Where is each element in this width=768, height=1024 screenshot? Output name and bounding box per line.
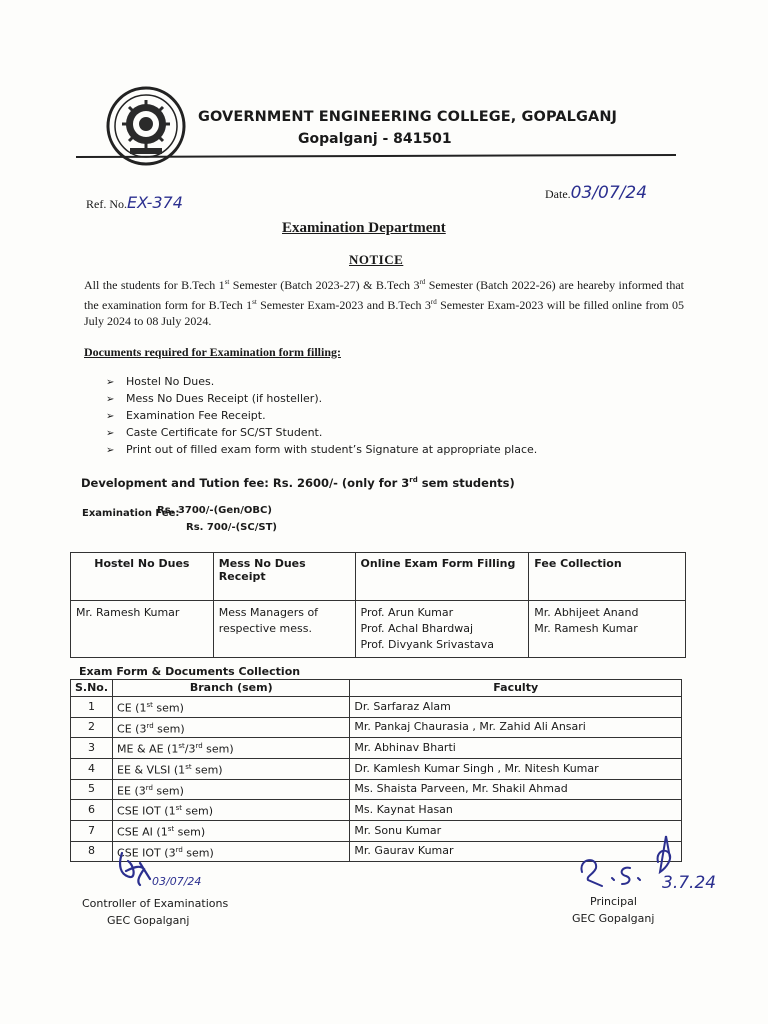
notice-date [545,183,647,203]
fee-text: Development and Tution fee: Rs. 2600/- (only for 3 [81,476,410,490]
college-logo [104,86,188,166]
superscript: st [146,701,153,709]
superscript: st [252,297,257,306]
branch-cell [113,738,350,759]
header-cell: Branch (sem) [113,680,350,697]
arrow-bullet-icon: ➢ [106,377,115,388]
exam-fee-label: Examination Fee: [82,508,180,519]
list-item-text: Examination Fee Receipt. [126,409,266,422]
superscript: st [178,742,185,751]
exam-fee-scst: Rs. 700/-(SC/ST) [186,522,277,533]
controller-place: GEC Gopalganj [107,914,190,927]
branch-text: sem) [191,763,223,777]
cell-text: Mr. Ramesh Kumar [534,622,638,635]
list-item [106,407,537,424]
branch-cell [113,697,350,718]
cell-text: Mr. Abhijeet Anand [534,606,639,619]
serial-number: 1 [71,697,113,718]
superscript: st [224,278,230,286]
table-cell [71,601,214,658]
principal-signature [568,828,738,896]
branch-text: CSE AI (1 [117,825,168,839]
table-row [71,601,686,658]
principal-place: GEC Gopalganj [572,912,655,925]
list-item [106,390,537,407]
fee-text: sem students) [417,476,515,490]
arrow-bullet-icon: ➢ [106,428,115,439]
serial-number: 7 [71,820,113,841]
branch-text: CSE IOT (3 [117,846,176,860]
superscript: rd [145,783,153,792]
serial-number: 4 [71,758,113,779]
superscript: rd [146,721,154,730]
header-cell: S.No. [71,680,113,697]
principal-title: Principal [590,895,637,908]
faculty-cell: Mr. Gaurav Kumar [350,841,682,862]
branch-cell [113,758,350,779]
development-fee [81,476,515,490]
superscript: st [175,804,182,813]
notice-text: Semester Exam-2023 will be filled online from 05 July 2024 to 08 July 2024. [84,297,684,328]
branch-cell [113,717,350,738]
notice-text: All the students for B.Tech 1 [84,278,225,292]
notice-title: NOTICE [349,252,404,267]
arrow-bullet-icon: ➢ [106,445,115,456]
branch-text: EE & VLSI (1 [117,763,186,777]
reference-value: EX-374 [127,193,183,212]
notice-text: Semester (Batch 2023-27) & B.Tech 3 [229,278,420,292]
table-cell [355,601,529,658]
table-row [71,779,682,800]
reference-label: Ref. No. [86,197,127,211]
notice-text: Semester Exam-2023 and B.Tech 3 [256,297,431,312]
collection-title: Exam Form & Documents Collection [79,665,301,678]
table-header-row [71,680,682,697]
exam-fee-general: Rs. 3700/-(Gen/OBC) [157,505,272,516]
faculty-cell: Ms. Kaynat Hasan [350,800,682,821]
date-value: 03/07/24 [570,183,648,203]
branch-text: EE (3 [117,784,146,798]
branch-cell [113,779,350,800]
table-row [71,800,682,821]
arrow-bullet-icon: ➢ [106,394,115,405]
controller-signature-date: 03/07/24 [152,875,202,888]
faculty-cell: Mr. Sonu Kumar [350,820,682,841]
table-cell [529,601,686,658]
table-row [71,758,682,779]
department-title: Examination Department [282,220,446,236]
header-cell: Online Exam Form Filling [355,553,529,601]
serial-number: 3 [71,738,113,759]
branch-text: sem) [174,825,206,839]
header-cell: Hostel No Dues [71,553,214,601]
table-row [71,717,682,738]
notice-body [84,274,684,330]
list-item [106,373,537,390]
cell-text: Prof. Achal Bhardwaj [360,622,474,635]
controller-title: Controller of Examinations [82,897,229,910]
superscript: rd [419,278,426,286]
cell-text: respective mess. [218,622,312,635]
faculty-cell: Dr. Kamlesh Kumar Singh , Mr. Nitesh Kumar [350,758,682,779]
superscript: rd [430,297,437,306]
header-cell: Fee Collection [529,553,686,601]
superscript: rd [195,742,203,751]
superscript: st [167,824,175,833]
arrow-bullet-icon: ➢ [106,411,115,422]
branch-text: sem) [182,846,214,860]
table-row [71,738,682,759]
branch-text: sem) [153,722,185,736]
branch-text: sem) [181,804,213,818]
table-cell [213,601,355,658]
superscript: rd [175,845,183,854]
cell-text: Prof. Divyank Srivastava [360,638,495,651]
serial-number: 8 [71,841,113,862]
faculty-cell: Dr. Sarfaraz Alam [350,697,682,718]
serial-number: 5 [71,779,113,800]
reference-number [86,193,183,212]
cell-text: Mess Managers of [218,606,319,619]
faculty-cell: Mr. Pankaj Chaurasia , Mr. Zahid Ali Ansari [350,717,682,738]
notice-text: Semester (Batch 2022-26) are heareby informed that the examination form for B.Tech 1 [84,278,684,312]
branch-text: /3 [184,742,196,756]
documents-heading: Documents required for Examination form filling: [84,345,341,359]
controller-signature [110,845,220,895]
branch-cell [113,820,350,841]
cell-text: Mr. Ramesh Kumar [76,606,180,619]
serial-number: 6 [71,800,113,821]
table-header-row [71,553,686,601]
list-item-text: Print out of filled exam form with student’s Signature at appropriate place. [126,443,538,456]
superscript: st [185,762,192,771]
serial-number: 2 [71,717,113,738]
list-item-text: Caste Certificate for SC/ST Student. [126,426,323,439]
branch-text: sem) [152,701,184,715]
branch-cell [113,800,350,821]
list-item [106,441,537,458]
branch-text: CE (1 [117,701,147,715]
college-address: Gopalganj - 841501 [298,131,452,147]
documents-list [106,373,537,458]
faculty-cell: Mr. Abhinav Bharti [350,738,682,759]
list-item-text: Mess No Dues Receipt (if hosteller). [126,392,323,405]
branch-text: sem) [152,784,184,798]
list-item-text: Hostel No Dues. [126,375,215,388]
principal-signature-date: 3.7.24 [662,873,717,893]
college-name: GOVERNMENT ENGINEERING COLLEGE, GOPALGANJ [198,109,618,125]
faculty-cell: Ms. Shaista Parveen, Mr. Shakil Ahmad [350,779,682,800]
branch-text: ME & AE (1 [117,742,179,756]
superscript: rd [409,476,418,485]
branch-text: sem) [202,742,234,756]
branch-text: CSE IOT (1 [117,804,176,818]
header-cell: Mess No Dues Receipt [213,553,355,601]
cell-text: Prof. Arun Kumar [360,606,454,619]
list-item [106,424,537,441]
duties-table [70,552,686,658]
branch-text: CE (3 [117,722,147,736]
date-label: Date. [545,187,571,201]
header-cell: Faculty [350,680,682,697]
table-row [71,697,682,718]
